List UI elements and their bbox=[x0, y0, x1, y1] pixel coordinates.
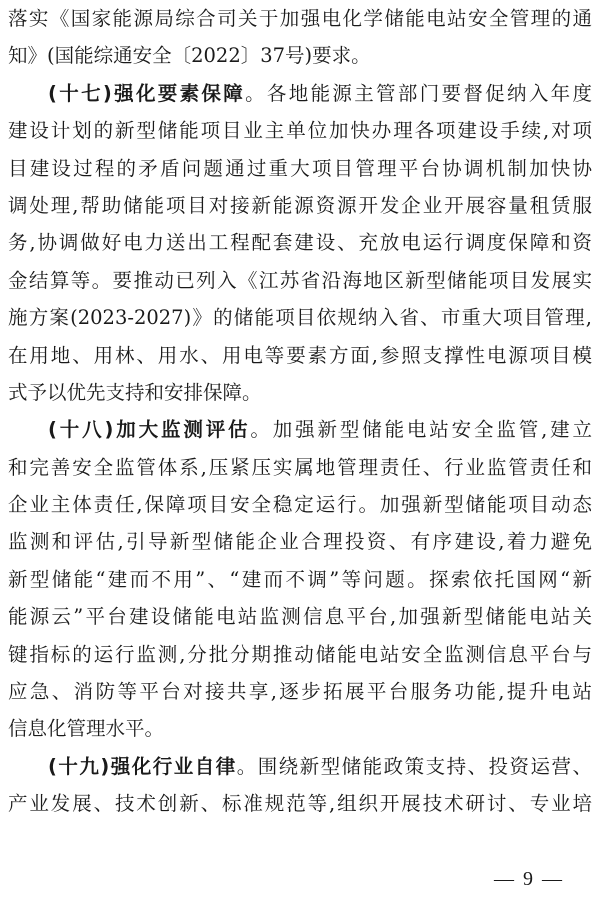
text-line: 金结算等。要推动已列入《江苏省沿海地区新型储能项目发展实 bbox=[8, 268, 592, 292]
text-line-with-heading bbox=[8, 748, 592, 785]
paragraph-continuation bbox=[8, 0, 592, 75]
section-heading-19: (十九)强化行业自律 bbox=[48, 754, 237, 778]
text-line: 键指标的运行监测,分批分期推动储能电站安全监测信息平台与 bbox=[8, 642, 592, 666]
section-heading-17: (十七)强化要素保障 bbox=[48, 81, 246, 105]
text-line: 落实《国家能源局综合司关于加强电化学储能电站安全管理的通 bbox=[8, 7, 592, 30]
text-line-with-heading bbox=[8, 75, 592, 112]
text-line: 信息化管理水平。 bbox=[8, 717, 165, 741]
text-line: 能源云”平台建设储能电站监测信息平台,加强新型储能电站关 bbox=[8, 605, 592, 629]
text-line: 式予以优先支持和安排保障。 bbox=[8, 380, 262, 404]
text-line: 企业主体责任,保障项目安全稳定运行。加强新型储能项目动态 bbox=[8, 493, 592, 517]
text-line: 目建设过程的矛盾问题通过重大项目管理平台协调机制加快协 bbox=[8, 156, 592, 180]
heading-line-rest: 。各地能源主管部门要督促纳入年度 bbox=[245, 81, 592, 105]
heading-line-rest: 。围绕新型储能政策支持、投资运营、 bbox=[236, 754, 592, 778]
section-17 bbox=[8, 75, 592, 412]
text-line: 施方案(2023-2027)》的储能项目依规纳入省、市重大项目管理, bbox=[8, 306, 592, 330]
section-18 bbox=[8, 411, 592, 748]
section-heading-18: (十八)加大监测评估 bbox=[48, 418, 251, 442]
text-line: 新型储能“建而不用”、“建而不调”等问题。探索依托国网“新 bbox=[8, 567, 592, 591]
text-line: 应急、消防等平台对接共享,逐步拓展平台服务功能,提升电站 bbox=[8, 680, 592, 704]
heading-line-rest: 。加强新型储能电站安全监管,建立 bbox=[250, 418, 592, 442]
page-number: — 9 — bbox=[494, 868, 564, 890]
text-line: 建设计划的新型储能项目业主单位加快办理各项建设手续,对项 bbox=[8, 119, 592, 143]
document-body bbox=[8, 0, 592, 823]
text-line: 调处理,帮助储能项目对接新能源资源开发企业开展容量租赁服 bbox=[8, 193, 592, 217]
text-line: 监测和评估,引导新型储能企业合理投资、有序建设,着力避免 bbox=[8, 530, 592, 554]
text-line: 和完善安全监管体系,压紧压实属地管理责任、行业监管责任和 bbox=[8, 455, 592, 479]
text-line: 知》(国能综通安全〔2022〕37号)要求。 bbox=[8, 44, 371, 68]
section-19 bbox=[8, 748, 592, 823]
text-line: 在用地、用林、用水、用电等要素方面,参照支撑性电源项目模 bbox=[8, 343, 592, 367]
text-line: 产业发展、技术创新、标准规范等,组织开展技术研讨、专业培 bbox=[8, 792, 592, 816]
text-line-with-heading bbox=[8, 411, 592, 448]
text-line: 务,协调做好电力送出工程配套建设、充放电运行调度保障和资 bbox=[8, 231, 592, 255]
